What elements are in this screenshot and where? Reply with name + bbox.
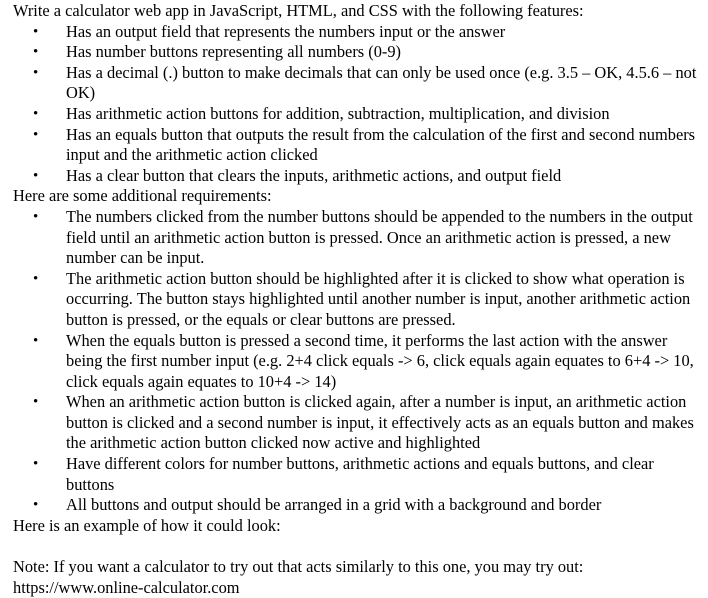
list-item-text: The arithmetic action button should be highlighted after it is clicked to show what operation is occurring. The button stays highlighted until another number is input, another arithmetic action button is pressed, or the equals or clear buttons are pressed. [66,268,691,329]
list-item [13,269,703,331]
list-item [13,454,703,495]
list-item-text: The numbers clicked from the number buttons should be appended to the numbers in the output field until an arithmetic action button is pressed. Once an arithmetic action is pressed, a new number can be input. [66,206,693,268]
list-item-text: Has an output field that represents the numbers input or the answer [66,21,506,41]
list-item-text: Has an equals button that outputs the result from the calculation of the first and second numbers input and the arithmetic action clicked [66,124,696,165]
bullet-icon: • [33,497,39,514]
list-item [13,392,703,454]
note-text: Note: If you want a calculator to try out that acts similarly to this one, you may try out: https://www.online-calculator.com [13,557,584,597]
spacer [13,536,703,557]
list-item-text: Have different colors for number buttons, arithmetic actions and equals buttons, and clear buttons [66,454,654,494]
bullet-icon: • [33,270,39,287]
features-list [13,22,703,187]
list-item [13,331,703,393]
list-item-text: Has number buttons representing all numbers (0-9) [66,42,402,62]
list-item-text: When an arithmetic action button is clicked again, after a number is input, an arithmetic action button is clicked and a second number is input, it effectively acts as an equals button and makes the arithmetic action button clicked now active and highlighted [66,392,694,453]
intro-text: Write a calculator web app in JavaScript, HTML, and CSS with the following features: [13,1,584,20]
list-item-text: All buttons and output should be arranged in a grid with a background and border [66,495,602,515]
list-item [13,63,703,104]
list-item-text: When the equals button is pressed a second time, it performs the last action with the answer being the first number input (e.g. 2+4 click equals -> 6, click equals again equates to 6+4 -> 10, click equals again equates to 10+4 -> 14) [66,330,694,391]
bullet-icon: • [33,332,39,349]
bullet-icon: • [33,394,39,411]
bullet-icon: • [33,64,39,81]
list-item-text: Has a decimal (.) button to make decimals that can only be used once (e.g. 3.5 – OK, 4.5.6 – not OK) [66,62,697,103]
list-item [13,104,703,125]
bullet-icon: • [33,44,39,61]
bullet-icon: • [33,167,39,184]
list-item [13,207,703,269]
bullet-icon: • [33,126,39,143]
list-item [13,42,703,63]
list-item [13,22,703,43]
bullet-icon: • [33,456,39,473]
bullet-icon: • [33,105,39,122]
list-item-text: Has arithmetic action buttons for addition, subtraction, multiplication, and division [66,103,610,123]
bullet-icon: • [33,23,39,40]
bullet-icon: • [33,208,39,225]
example-line: Here is an example of how it could look: [13,515,281,535]
additional-heading: Here are some additional requirements: [13,186,272,206]
list-item-text: Has a clear button that clears the inputs, arithmetic actions, and output field [66,165,562,185]
list-item [13,166,703,187]
requirements-list [13,207,703,516]
list-item [13,495,703,516]
list-item [13,125,703,166]
